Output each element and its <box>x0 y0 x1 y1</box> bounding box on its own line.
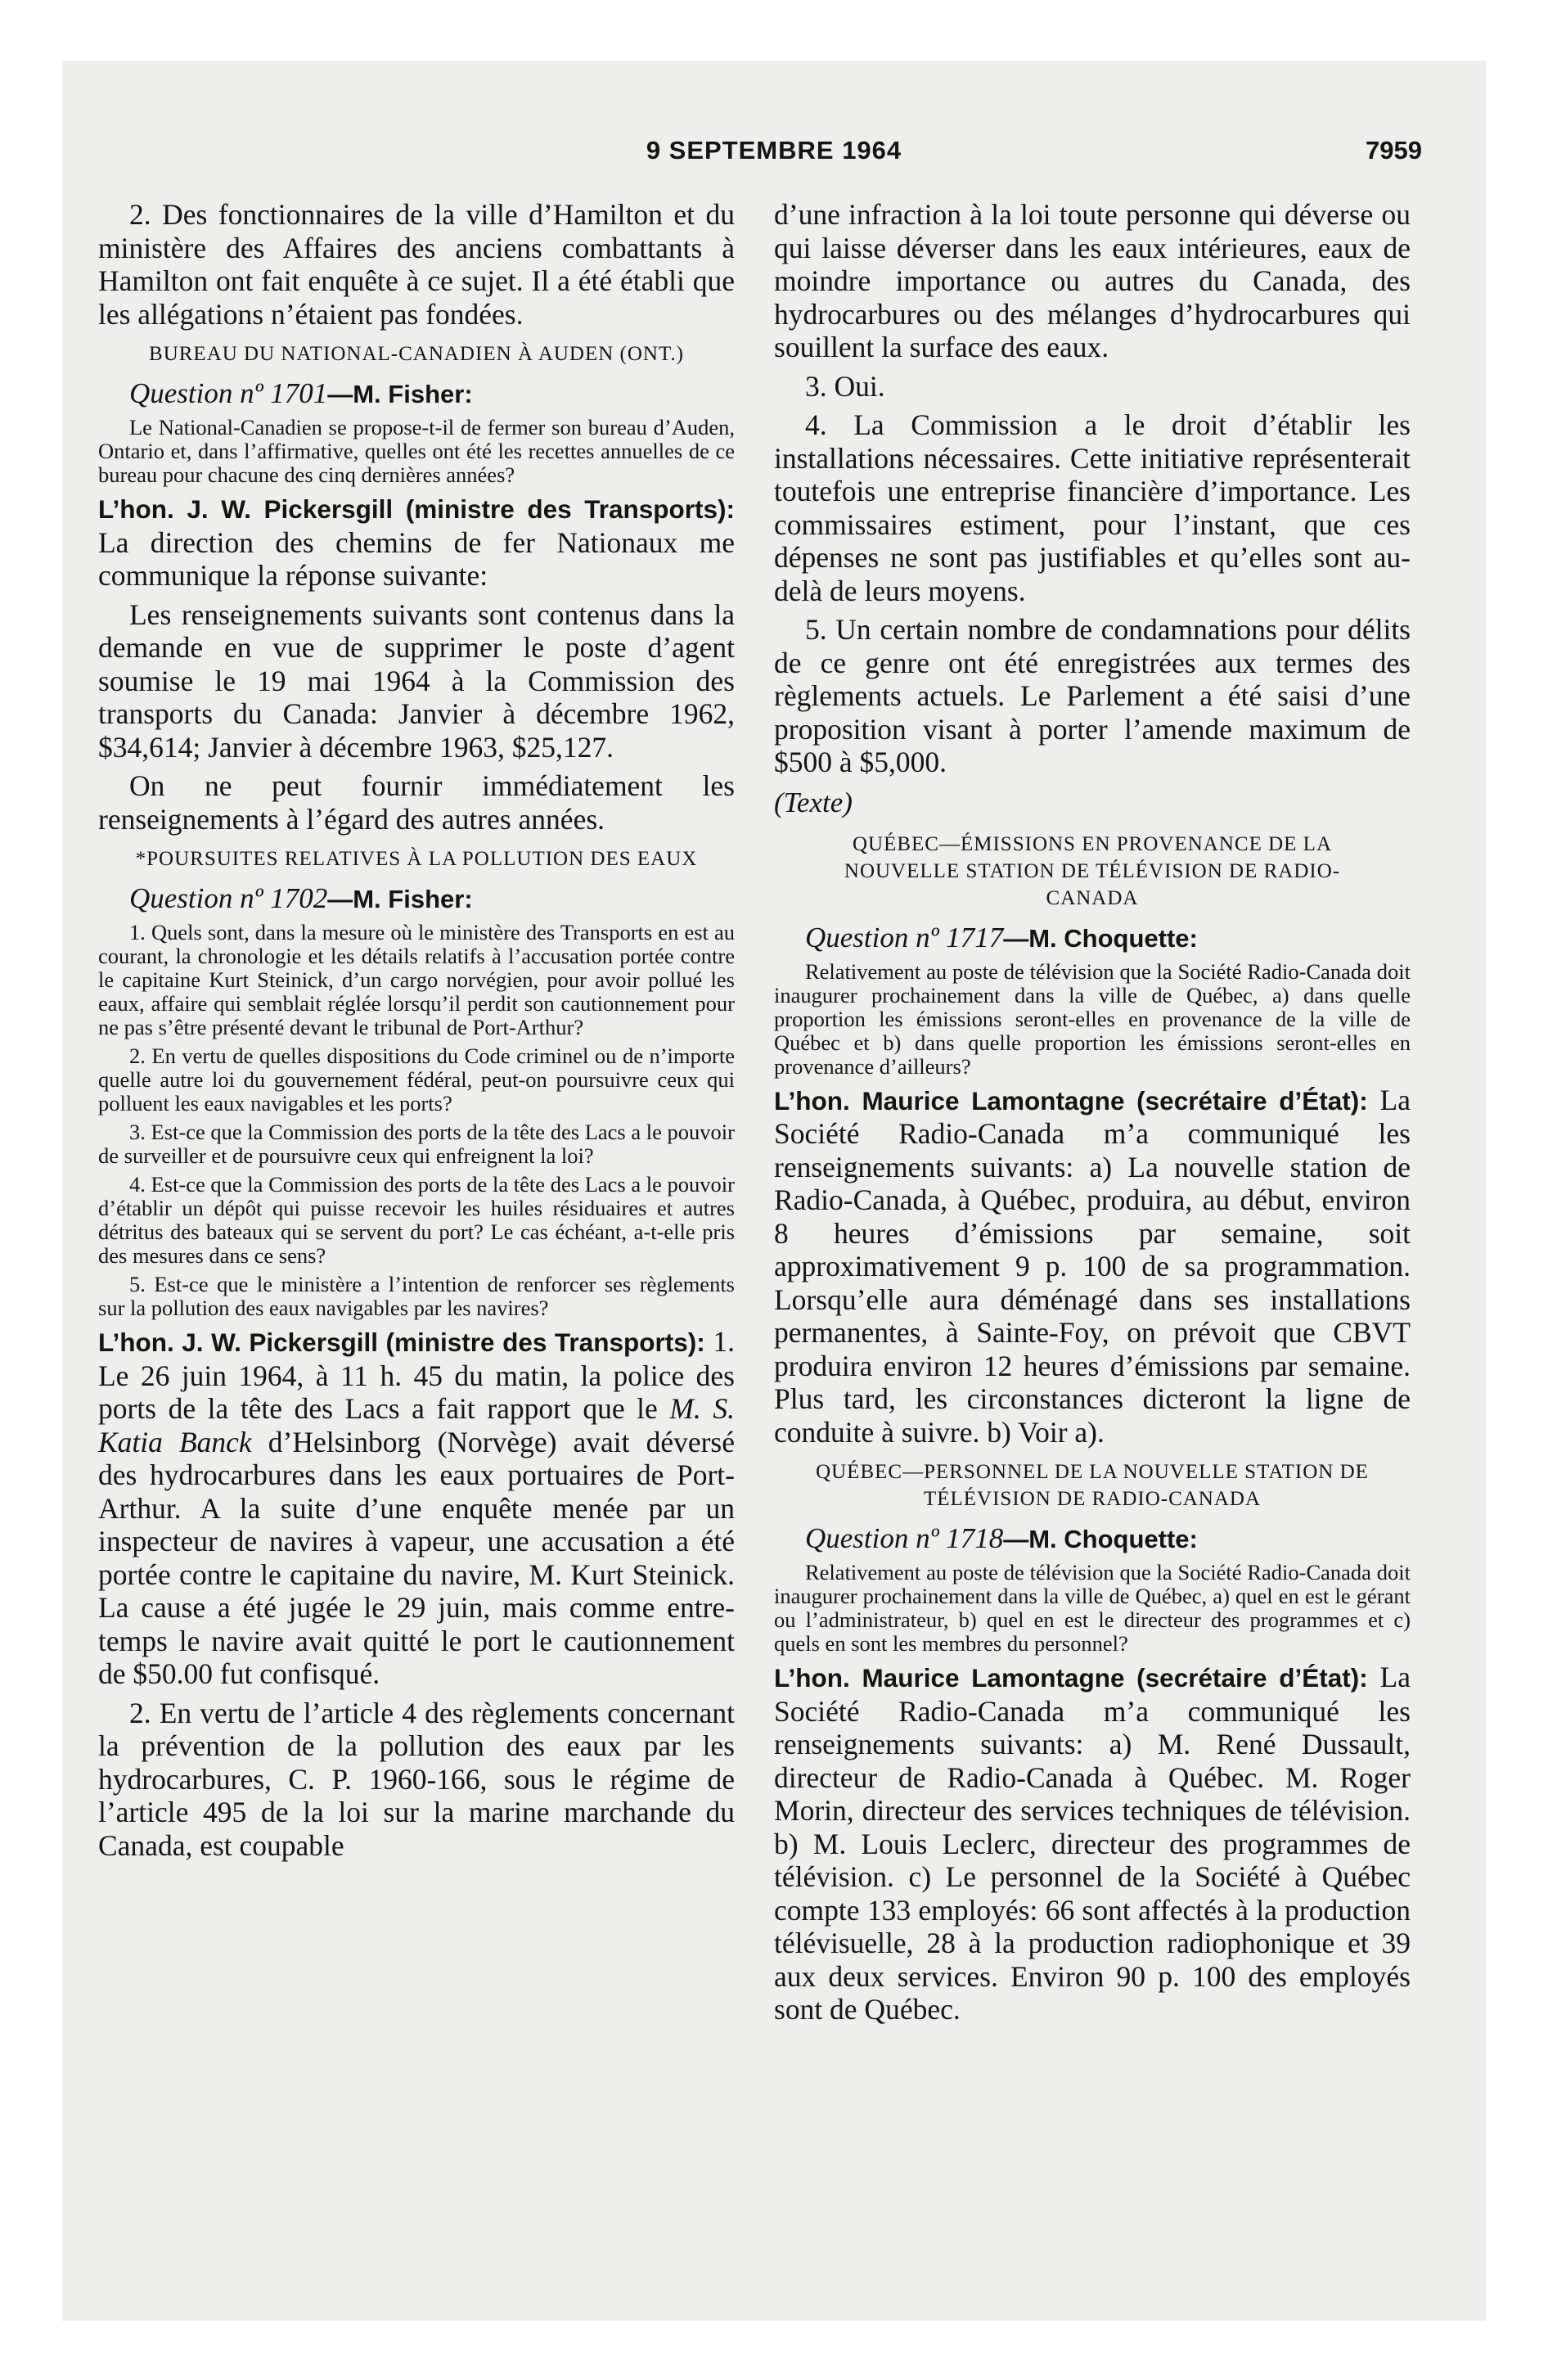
speaker-name: L’hon. J. W. Pickersgill (ministre des Transports): <box>98 1327 705 1357</box>
answer-text: 1. Le 26 juin 1964, à 11 h. 45 du matin, la police des ports de la tête des Lacs a fait rapport que le <box>98 1325 735 1425</box>
paragraph: 2. En vertu de l’article 4 des règlements concernant la prévention de la pollution des eaux par les hydrocarbures, C. P. 1960-166, sous le régime de l’article 495 de la loi sur la marine marchande du Canada, est coupable <box>98 1696 735 1862</box>
paragraph: Les renseignements suivants sont contenus dans la demande en vue de supprimer le poste d’agent soumise le 19 mai 1964 à la Commission des transports du Canada: Janvier à décembre 1962, $34,614; Janvier à décembre 1963, $25,127. <box>98 597 735 764</box>
question-item: 4. Est-ce que la Commission des ports de la tête des Lacs a le pouvoir d’établir un dépôt qui puisse recevoir les huiles résiduaires et autres détritus des bateaux qui se servent du port? Le cas échéant, a-t-elle pris des mesures dans ce sens? <box>98 1172 735 1268</box>
section-heading: QUÉBEC—PERSONNEL DE LA NOUVELLE STATION DE TÉLÉVISION DE RADIO-CANADA <box>816 1461 1369 1510</box>
answer-text: La Société Radio-Canada m’a communiqué les renseignements suivants: a) M. René Dussault, directeur de Radio-Canada à Québec. M. Roger Morin, directeur des services techniques de télévision. b) M. Louis Leclerc, directeur des programmes de télévision. c) Le personnel de la Société à Québec compte 133 employés: 66 sont affectés à la production télévisuelle, 28 à la production radiophonique et 39 aux deux services. Environ 90 p. 100 des employés sont de Québec. <box>774 1661 1411 2026</box>
question-label: Question nº 1718 <box>805 1522 1004 1554</box>
speaker-name: L’hon. J. W. Pickersgill (ministre des Transports): <box>98 494 735 524</box>
question-member: —M. Fisher: <box>327 380 473 408</box>
page-date: 9 SEPTEMBRE 1964 <box>646 136 902 165</box>
speaker-name: L’hon. Maurice Lamontagne (secrétaire d’État): <box>774 1663 1368 1693</box>
paragraph: On ne peut fournir immédiatement les renseignements à l’égard des autres années. <box>98 769 735 836</box>
paragraph: d’une infraction à la loi toute personne qui déverse ou qui laisse déverser dans les eaux intérieures, eaux de moindre importance ou autres du Canada, des hydrocarbures ou des mélanges d’hydrocarbures qui souillent la surface des eaux. <box>774 198 1411 363</box>
question-item: 2. En vertu de quelles dispositions du Code criminel ou de n’importe quelle autre loi du gouvernement fédéral, peut-on poursuivre ceux qui polluent les eaux navigables et les ports? <box>98 1044 735 1116</box>
question-label: Question nº 1701 <box>129 377 328 409</box>
question-item: 1. Quels sont, dans la mesure où le ministère des Transports en est au courant, la chronologie et les détails relatifs à l’accusation portée contre le capitaine Kurt Steinick, d’un cargo norvégien, pour avoir pollué les eaux, affaire qui semblait réglée lorsqu’il perdit son cautionnement pour ne pas s’être présenté devant le tribunal de Port-Arthur? <box>98 920 735 1039</box>
answer-1701 <box>98 492 735 593</box>
answer-text: La direction des chemins de fer Nationaux me communique la réponse suivante: <box>98 525 735 592</box>
question-label: Question nº 1717 <box>805 921 1004 953</box>
question-item: 5. Est-ce que le ministère a l’intention de renforcer ses règlements sur la pollution des eaux navigables par les navires? <box>98 1272 735 1320</box>
question-text: Le National-Canadien se propose-t-il de fermer son bureau d’Auden, Ontario et, dans l’affirmative, quelles ont été les recettes annuelles de ce bureau pour chacune des cinq dernières années? <box>98 415 735 487</box>
ship-name: M. S. Katia Banck <box>98 1392 735 1458</box>
hansard-page <box>62 61 1486 2321</box>
answer-1718 <box>774 1661 1411 2026</box>
question-text: Relativement au poste de télévision que la Société Radio-Canada doit inaugurer prochainement dans la ville de Québec, a) dans quelle proportion les émissions seront-elles en provenance de la ville de Québec et b) dans quelle proportion les émissions seront-elles en provenance d’ailleurs? <box>774 958 1411 1079</box>
question-member: —M. Choquette: <box>1003 923 1198 953</box>
paragraph: 2. Des fonctionnaires de la ville d’Hamilton et du ministère des Affaires des anciens combattants à Hamilton ont fait enquête à ce sujet. Il a été établi que les allégations n’étaient pas fondées. <box>98 198 735 331</box>
paragraph: 3. Oui. <box>805 369 885 403</box>
section-heading: QUÉBEC—ÉMISSIONS EN PROVENANCE DE LA NOUVELLE STATION DE TÉLÉVISION DE RADIO-CANADA <box>844 832 1341 909</box>
answer-text: La Société Radio-Canada m’a communiqué les renseignements suivants: a) La nouvelle station de Radio-Canada, à Québec, produira, au début, environ 8 heures d’émissions par semaine, soit approximativement 9 p. 100 de sa programmation. Lorsqu’elle aura déménagé dans ses installations permanentes, à Sainte-Foy, on prévoit que CBVT produira environ 12 heures d’émissions par semaine. Plus tard, les circonstances dicteront la ligne de conduite à suivre. b) Voir a). <box>774 1083 1411 1449</box>
page-number: 7959 <box>1366 136 1422 165</box>
question-item: 3. Est-ce que la Commission des ports de la tête des Lacs a le pouvoir de surveiller et de poursuivre ceux qui enfreignent la loi? <box>98 1120 735 1168</box>
speaker-name: L’hon. Maurice Lamontagne (secrétaire d’État): <box>774 1085 1368 1116</box>
left-column <box>98 198 735 1868</box>
answer-text: d’Helsinborg (Norvège) avait déversé des hydrocarbures dans les eaux portuaires de Port-Arthur. A la suite d’une enquête menée par un inspecteur de navires à vapeur, une accusation a été portée contre le capitaine du navire, M. Kurt Steinick. La cause a été jugée le 29 juin, mais comme entre-temps le navire avait quitté le port le cautionnement de $50.00 fut confisqué. <box>98 1425 736 1690</box>
page-header <box>62 136 1486 177</box>
section-heading: BUREAU DU NATIONAL-CANADIEN À AUDEN (ONT.) <box>149 343 684 365</box>
question-label: Question nº 1702 <box>129 882 328 914</box>
paragraph: 4. La Commission a le droit d’établir les installations nécessaires. Cette initiative représenterait toutefois une entreprise financière d’importance. Les commissaires estiment, pour l’instant, que ces dépenses ne sont pas justifiables et qu’elles sont au-delà de leurs moyens. <box>774 408 1411 607</box>
question-1717 <box>774 920 1411 957</box>
texte-marker: (Texte) <box>774 786 853 818</box>
paragraph: 5. Un certain nombre de condamnations pour délits de ce genre ont été enregistrées aux termes des règlements actuels. Le Parlement a été saisi d’une proposition visant à porter l’amende maximum de $500 à $5,000. <box>774 613 1411 778</box>
section-heading: *POURSUITES RELATIVES À LA POLLUTION DES EAUX <box>135 848 698 870</box>
question-member: —M. Choquette: <box>1003 1525 1198 1553</box>
right-column <box>774 198 1411 2032</box>
question-1701 <box>98 376 735 412</box>
question-member: —M. Fisher: <box>327 885 473 913</box>
answer-1717 <box>774 1084 1411 1449</box>
answer-1702 <box>98 1325 735 1691</box>
question-text: Relativement au poste de télévision que la Société Radio-Canada doit inaugurer prochainement dans la ville de Québec, a) quel en est le gérant ou l’administrateur, b) quel en est le directeur des programmes et c) quels en sont les membres du personnel? <box>774 1560 1411 1656</box>
question-1718 <box>774 1521 1411 1557</box>
question-1702 <box>98 881 735 917</box>
